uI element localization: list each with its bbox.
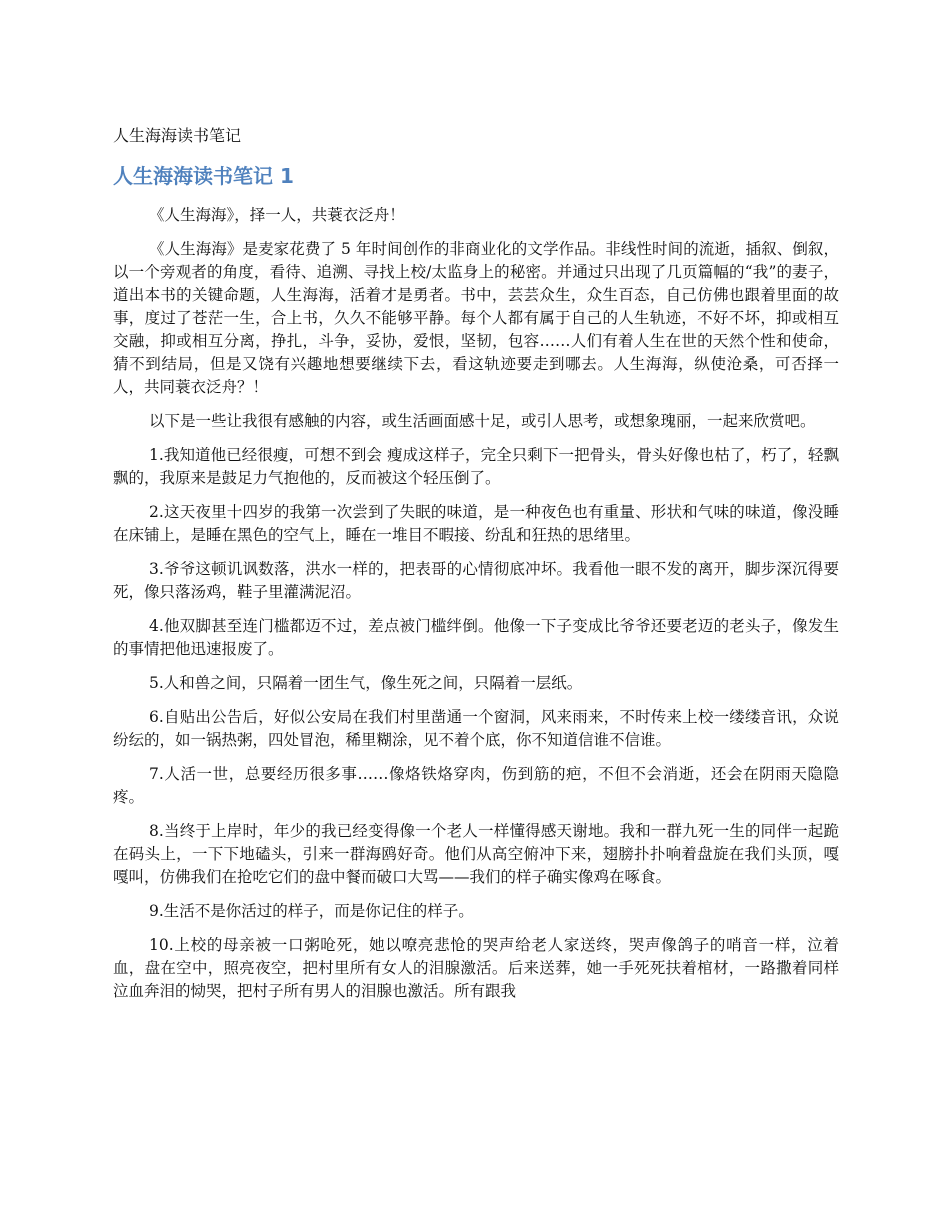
paragraph-lead-in: 以下是一些让我很有感触的内容，或生活画面感十足，或引人思考，或想象瑰丽，一起来欣赏吧。 [149, 412, 816, 430]
document-title: 人生海海读书笔记 [113, 126, 242, 145]
quote-item-1: 1.我知道他已经很瘦，可想不到会 瘦成这样子，完全只剩下一把骨头，骨头好像也枯了，朽了，轻飘飘的，我原来是鼓足力气抱他的，反而被这个轻压倒了。 [113, 446, 839, 487]
quote-item-4: 4.他双脚甚至连门槛都迈不过，差点被门槛绊倒。他像一下子变成比爷爷还要老迈的老头子，像发生的事情把他迅速报废了。 [113, 617, 839, 658]
quote-item-10: 10.上校的母亲被一口粥呛死，她以嘹亮悲怆的哭声给老人家送终，哭声像鸽子的哨音一样，泣着血，盘在空中，照亮夜空，把村里所有女人的泪腺激活。后来送葬，她一手死死扶着棺材，一路撒着同样泣血奔泪的恸哭，把村子所有男人的泪腺也激活。所有跟我 [113, 936, 839, 1000]
section-heading: 人生海海读书笔记 1 [113, 164, 294, 188]
quote-item-2: 2.这天夜里十四岁的我第一次尝到了失眠的味道，是一种夜色也有重量、形状和气味的味道，像没睡在床铺上，是睡在黑色的空气上，睡在一堆目不暇接、纷乱和狂热的思绪里。 [113, 503, 839, 544]
quote-item-7: 7.人活一世，总要经历很多事……像烙铁烙穿肉，伤到筋的疤，不但不会消逝，还会在阴雨天隐隐疼。 [113, 765, 839, 806]
paragraph-intro: 《人生海海》，择一人，共蓑衣泛舟！ [149, 206, 405, 224]
quote-item-8: 8.当终于上岸时，年少的我已经变得像一个老人一样懂得感天谢地。我和一群九死一生的同伴一起跪在码头上，一下下地磕头，引来一群海鸥好奇。他们从高空俯冲下来，翅膀扑扑响着盘旋在我们头顶，嘎嘎叫，仿佛我们在抢吃它们的盘中餐而破口大骂——我们的样子确实像鸡在啄食。 [113, 822, 839, 886]
quote-item-6: 6.自贴出公告后，好似公安局在我们村里凿通一个窗洞，风来雨来，不时传来上校一缕缕音讯，众说纷纭的，如一锅热粥，四处冒泡，稀里糊涂，见不着个底，你不知道信谁不信谁。 [113, 708, 839, 749]
quote-item-5: 5.人和兽之间，只隔着一团生气，像生死之间，只隔着一层纸。 [149, 674, 583, 692]
document-page [113, 124, 839, 1014]
paragraph-summary: 《人生海海》是麦家花费了 5 年时间创作的非商业化的文学作品。非线性时间的流逝，插叙、倒叙，以一个旁观者的角度，看待、追溯、寻找上校/太监身上的秘密。并通过只出现了几页篇幅的“我”的妻子，道出本书的关键命题，人生海海，活着才是勇者。书中，芸芸众生，众生百态，自己仿佛也跟着里面的故事，度过了苍茫一生，合上书，久久不能够平静。每个人都有属于自己的人生轨迹，不好不坏，抑或相互交融，抑或相互分离，挣扎，斗争，妥协，爱恨，坚韧，包容……人们有着人生在世的天然个性和使命，猜不到结局，但是又饶有兴趣地想要继续下去，看这轨迹要走到哪去。人生海海，纵使沧桑，可否择一人，共同蓑衣泛舟？！ [113, 240, 839, 396]
quote-item-3: 3.爷爷这顿讥讽数落，洪水一样的，把表哥的心情彻底冲坏。我看他一眼不发的离开，脚步深沉得要死，像只落汤鸡，鞋子里灌满泥沼。 [113, 560, 839, 601]
quote-item-9: 9.生活不是你活过的样子，而是你记住的样子。 [149, 902, 474, 920]
